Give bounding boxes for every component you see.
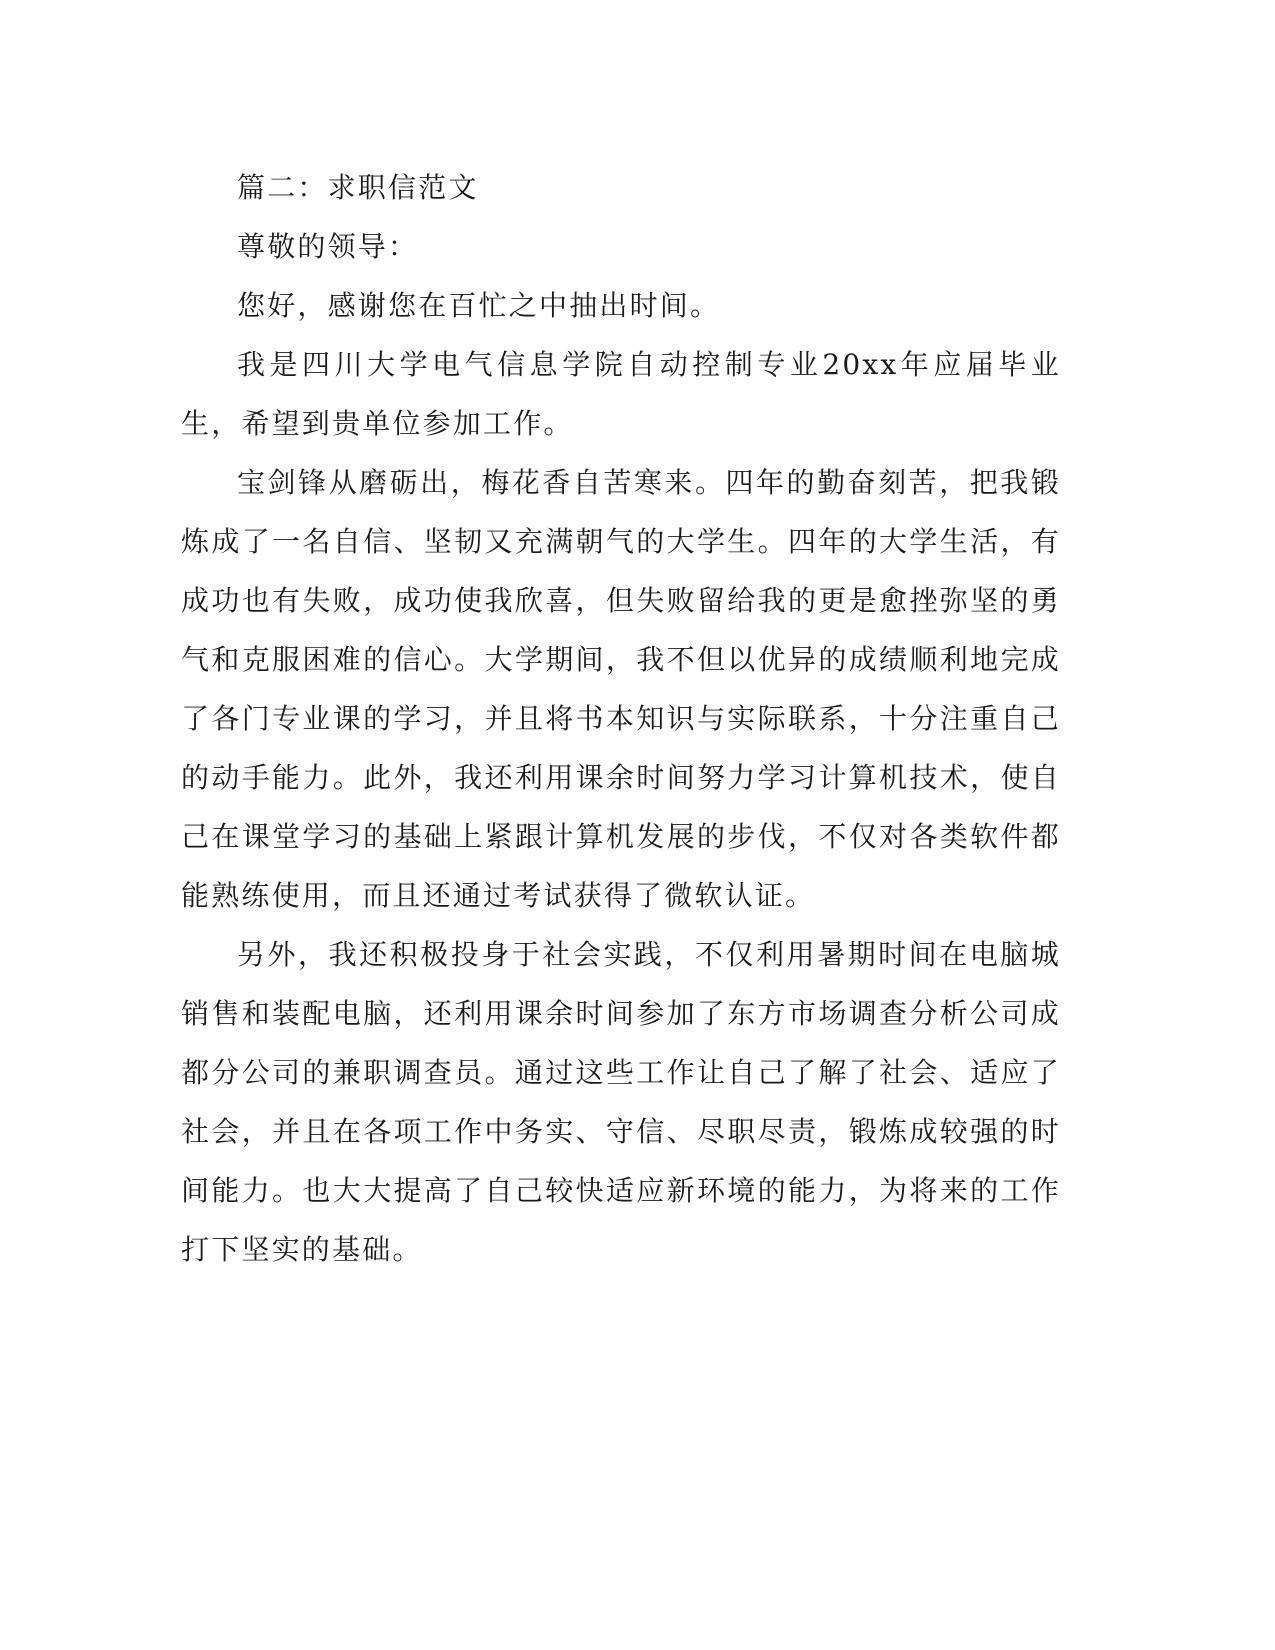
salutation: 尊敬的领导： (237, 230, 419, 263)
paragraph-education: 宝剑锋从磨砺出，梅花香自苦寒来。四年的勤奋刻苦，把我锻炼成了一名自信、坚韧又充满朝气的大学生。四年的大学生活，有成功也有失败，成功使我欣喜，但失败留给我的更是愈挫弥坚的勇气和克服困难的信心。大学期间，我不但以优异的成绩顺利地完成了各门专业课的学习，并且将书本知识与实际联系，十分注重自己的动手能力。此外，我还利用课余时间努力学习计算机技术，使自己在课堂学习的基础上紧跟计算机发展的步伐，不仅对各类软件都能熟练使用，而且还通过考试获得了微软认证。 (181, 466, 1061, 912)
paragraph-practice: 另外，我还积极投身于社会实践，不仅利用暑期时间在电脑城销售和装配电脑，还利用课余时间参加了东方市场调查分析公司成都分公司的兼职调查员。通过这些工作让自己了解了社会、适应了社会，并且在各项工作中务实、守信、尽职尽责，锻炼成较强的时间能力。也大大提高了自己较快适应新环境的能力，为将来的工作打下坚实的基础。 (181, 938, 1061, 1266)
greeting: 您好，感谢您在百忙之中抽出时间。 (237, 289, 721, 322)
document-heading: 篇二：求职信范文 (237, 171, 479, 204)
paragraph-intro: 我是四川大学电气信息学院自动控制专业20xx年应届毕业生，希望到贵单位参加工作。 (181, 348, 1061, 440)
document-body (181, 158, 1061, 1279)
